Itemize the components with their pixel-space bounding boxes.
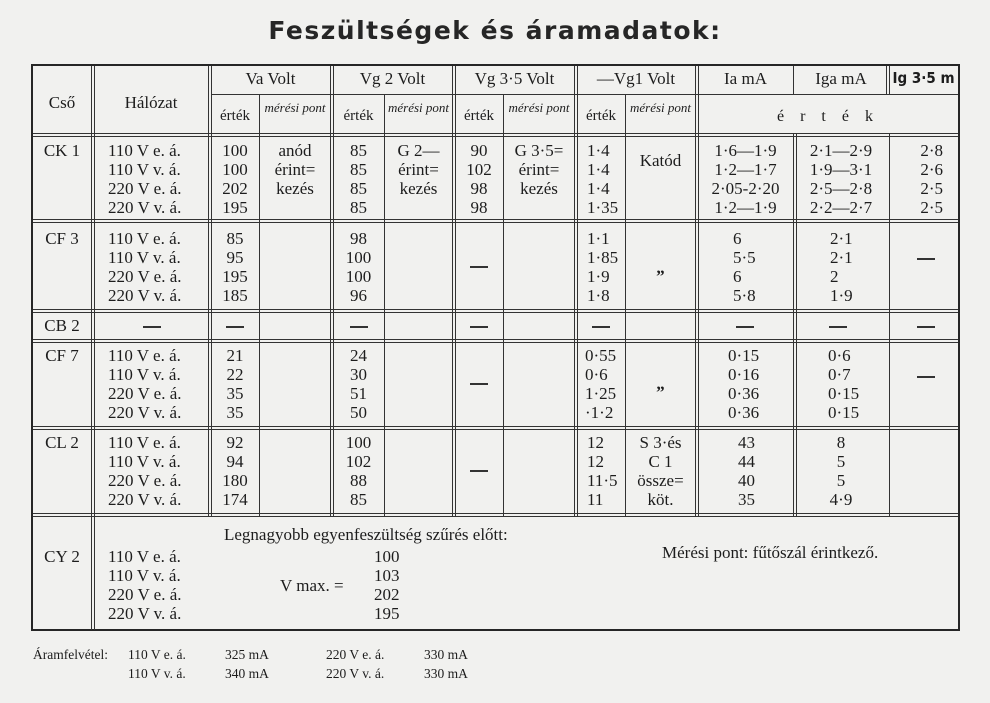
va-values xyxy=(211,346,259,422)
iga-values xyxy=(830,229,853,305)
value-cell: 1·9 xyxy=(587,267,610,286)
value-cell: 85 xyxy=(350,490,367,509)
subheader-ertek: é r t é k xyxy=(777,108,879,125)
header-ig35: Ig 3·5 m xyxy=(892,69,955,87)
footer-current: 325 mA xyxy=(225,647,269,662)
value-cell: 2·2—2·7 xyxy=(809,198,873,217)
value-cell: 1·9—3·1 xyxy=(809,160,873,179)
value-cell: 44 xyxy=(738,452,755,471)
value-cell: 2·5 xyxy=(920,198,943,217)
value-cell: 0·7 xyxy=(828,365,851,384)
value-cell: 98 xyxy=(470,179,488,198)
pont-cell: kezés xyxy=(276,179,314,198)
network-cell: 110 V v. á. xyxy=(108,566,181,585)
value-cell: 85 xyxy=(350,160,367,179)
value-cell: 22 xyxy=(226,365,244,384)
subheader-vg1-meresi: mérési pont xyxy=(629,100,692,115)
subheader-vg2-meresi: mérési pont xyxy=(387,100,450,115)
value-cell: 88 xyxy=(350,471,367,490)
pont-cell: kezés xyxy=(520,179,558,198)
header-ia: Ia mA xyxy=(724,69,767,88)
network-cell: 110 V e. á. xyxy=(108,229,181,248)
tube-name: CK 1 xyxy=(43,141,81,160)
dash-mark xyxy=(829,326,847,328)
value-cell: 195 xyxy=(374,604,400,623)
value-cell: 2·5 xyxy=(920,179,943,198)
footer-label: Áramfelvétel: xyxy=(33,647,108,662)
pont-cell: érint= xyxy=(518,160,560,179)
value-cell: 24 xyxy=(350,346,367,365)
value-cell: 1·25 xyxy=(585,384,617,403)
value-cell: 100 xyxy=(345,267,372,286)
value-cell: 2·05-2·20 xyxy=(711,179,780,198)
network-cell: 110 V v. á. xyxy=(108,452,181,471)
value-cell: 98 xyxy=(470,198,488,217)
value-cell: 195 xyxy=(222,198,248,217)
value-cell: 11 xyxy=(587,490,604,509)
value-cell: 8 xyxy=(836,433,846,452)
network-cell: 220 V e. á. xyxy=(108,384,182,403)
value-cell: 180 xyxy=(222,471,248,490)
footer-current: 340 mA xyxy=(225,666,269,681)
network-list xyxy=(108,141,182,217)
tube-name: CY 2 xyxy=(44,547,80,566)
value-cell: 35 xyxy=(226,403,244,422)
vg2-values xyxy=(333,229,384,305)
dash-mark xyxy=(470,470,488,472)
value-cell: 5·5 xyxy=(733,248,756,267)
value-cell: 85 xyxy=(226,229,244,248)
network-cell: 220 V v. á. xyxy=(108,490,182,509)
value-cell: 202 xyxy=(222,179,248,198)
dash-mark xyxy=(736,326,754,328)
value-cell: 185 xyxy=(222,286,248,305)
header-iga: Iga mA xyxy=(815,69,867,88)
value-cell: 0·15 xyxy=(828,403,860,422)
ia-values xyxy=(738,433,755,509)
vg35-pont xyxy=(504,141,574,198)
value-cell: 2·1 xyxy=(830,229,853,248)
value-cell: 1·85 xyxy=(587,248,619,267)
value-cell: 0·36 xyxy=(728,403,760,422)
value-cell: 98 xyxy=(350,229,367,248)
value-cell: 100 xyxy=(345,248,372,267)
network-list xyxy=(108,433,182,509)
value-cell: 174 xyxy=(222,490,248,509)
value-cell: 1·2—1·7 xyxy=(714,160,777,179)
va-values xyxy=(211,141,259,217)
subheader-va-meresi: mérési pont xyxy=(264,100,326,115)
pont-cell: kezés xyxy=(399,179,438,198)
network-cell: 220 V e. á. xyxy=(108,267,182,286)
value-cell: 96 xyxy=(350,286,367,305)
footer-net: 220 V e. á. xyxy=(326,647,385,662)
vg1-pont xyxy=(626,433,695,509)
value-cell: 94 xyxy=(226,452,244,471)
vmax-label: V max. = xyxy=(280,576,344,595)
footer-net: 220 V v. á. xyxy=(326,666,385,681)
vg1-pont: „ xyxy=(656,374,665,393)
network-cell: 220 V v. á. xyxy=(108,198,182,217)
network-list xyxy=(108,346,182,422)
subheader-vg35-meresi: mérési pont xyxy=(508,100,570,115)
value-cell: 2 xyxy=(830,267,839,286)
network-list xyxy=(108,229,182,305)
pont-cell: G 3·5= xyxy=(514,141,564,160)
va-pont xyxy=(260,141,330,198)
value-cell: 12 xyxy=(587,452,604,471)
pont-cell: S 3·és xyxy=(639,433,682,452)
value-cell: 50 xyxy=(350,403,367,422)
header-halozat: Hálózat xyxy=(124,93,178,112)
value-cell: 0·55 xyxy=(585,346,617,365)
footer-current: 330 mA xyxy=(424,647,468,662)
header-vg1: —Vg1 Volt xyxy=(596,69,676,88)
value-cell: 35 xyxy=(226,384,244,403)
network-cell: 110 V e. á. xyxy=(108,141,181,160)
dash-mark xyxy=(470,383,488,385)
network-list xyxy=(108,547,182,623)
value-cell: 195 xyxy=(222,267,248,286)
value-cell: 6 xyxy=(733,267,742,286)
ia-values xyxy=(728,346,759,422)
value-cell: 1·9 xyxy=(830,286,853,305)
value-cell: 5·8 xyxy=(733,286,756,305)
value-cell: 21 xyxy=(226,346,244,365)
value-cell: 102 xyxy=(345,452,372,471)
network-cell: 220 V v. á. xyxy=(108,604,182,623)
dash-mark xyxy=(917,376,935,378)
page-title: Feszültségek és áramadatok: xyxy=(268,16,722,45)
pont-cell: össze= xyxy=(637,471,684,490)
network-cell: 220 V e. á. xyxy=(108,585,182,604)
value-cell: 4·9 xyxy=(829,490,853,509)
max-voltage-note: Legnagyobb egyenfeszültség szűrés előtt: xyxy=(224,525,508,544)
header-cso: Cső xyxy=(48,93,76,112)
vg1-pont: Katód xyxy=(639,151,682,170)
vg1-pont: „ xyxy=(656,258,665,277)
tube-name: CF 3 xyxy=(45,229,79,248)
value-cell: ·1·2 xyxy=(585,403,614,422)
vg2-values xyxy=(333,346,384,422)
va-values xyxy=(211,433,259,509)
value-cell: 202 xyxy=(374,585,400,604)
footer-net: 110 V v. á. xyxy=(128,666,186,681)
network-cell: 220 V v. á. xyxy=(108,403,182,422)
dash-mark xyxy=(350,326,368,328)
value-cell: 100 xyxy=(374,547,400,566)
header-vg35: Vg 3·5 Volt xyxy=(474,69,555,88)
value-cell: 92 xyxy=(226,433,244,452)
dash-mark xyxy=(470,266,488,268)
pont-cell: köt. xyxy=(647,490,674,509)
value-cell: 100 xyxy=(222,160,248,179)
vg2-pont xyxy=(385,141,452,198)
dash-mark xyxy=(917,258,935,260)
pont-cell: érint= xyxy=(274,160,316,179)
value-cell: 0·15 xyxy=(728,346,760,365)
dash-mark xyxy=(470,326,488,328)
network-cell: 110 V v. á. xyxy=(108,365,181,384)
value-cell: 100 xyxy=(222,141,248,160)
network-cell: 110 V e. á. xyxy=(108,433,181,452)
value-cell: 1·6—1·9 xyxy=(714,141,777,160)
dash-mark xyxy=(143,326,161,328)
value-cell: 85 xyxy=(350,179,367,198)
value-cell: 102 xyxy=(466,160,492,179)
value-cell: 1·1 xyxy=(587,229,610,248)
value-cell: 2·1 xyxy=(830,248,853,267)
value-cell: 0·16 xyxy=(728,365,760,384)
value-cell: 100 xyxy=(345,433,372,452)
network-cell: 220 V v. á. xyxy=(108,286,182,305)
vg1-values xyxy=(587,433,618,509)
value-cell: 85 xyxy=(350,198,367,217)
value-cell: 5 xyxy=(836,452,846,471)
iga-values xyxy=(828,346,859,422)
vg1-values xyxy=(587,229,618,305)
pont-cell: anód xyxy=(278,141,312,160)
value-cell: 0·15 xyxy=(828,384,860,403)
network-cell: 110 V v. á. xyxy=(108,160,181,179)
value-cell: 2·6 xyxy=(920,160,943,179)
pont-cell: érint= xyxy=(398,160,439,179)
pont-cell: G 2— xyxy=(397,141,440,160)
dash-mark xyxy=(917,326,935,328)
header-va: Va Volt xyxy=(245,69,296,88)
tube-name: CB 2 xyxy=(44,316,80,335)
value-cell: 12 xyxy=(587,433,604,452)
vg2-values xyxy=(333,433,384,509)
tube-name: CF 7 xyxy=(45,346,79,365)
footer-net: 110 V e. á. xyxy=(128,647,186,662)
network-cell: 110 V v. á. xyxy=(108,248,181,267)
header-vg2: Vg 2 Volt xyxy=(359,69,426,88)
value-cell: 0·6 xyxy=(828,346,851,365)
value-cell: 0·6 xyxy=(585,365,608,384)
value-cell: 43 xyxy=(738,433,755,452)
value-cell: 1·8 xyxy=(587,286,610,305)
meresi-note: Mérési pont: fűtőszál érintkező. xyxy=(662,543,879,562)
network-cell: 220 V e. á. xyxy=(108,179,182,198)
network-cell: 220 V e. á. xyxy=(108,471,182,490)
value-cell: 30 xyxy=(350,365,367,384)
value-cell: 40 xyxy=(738,471,755,490)
value-cell: 2·1—2·9 xyxy=(809,141,873,160)
value-cell: 1·35 xyxy=(587,198,619,217)
vg35-values xyxy=(455,141,503,217)
iga-values xyxy=(796,433,886,509)
vg2-values xyxy=(333,141,384,217)
network-cell: 110 V e. á. xyxy=(108,346,181,365)
subheader-vg2-ertek: érték xyxy=(343,108,374,124)
value-cell: 1·4 xyxy=(587,179,610,198)
subheader-vg1-ertek: érték xyxy=(586,108,616,124)
dash-mark xyxy=(592,326,610,328)
value-cell: 51 xyxy=(350,384,367,403)
footer-current: 330 mA xyxy=(424,666,468,681)
value-cell: 85 xyxy=(350,141,367,160)
subheader-va-ertek: érték xyxy=(220,108,250,124)
value-cell: 2·5—2·8 xyxy=(809,179,873,198)
vg1-values xyxy=(587,141,618,217)
value-cell: 90 xyxy=(470,141,488,160)
value-cell: 95 xyxy=(226,248,244,267)
subheader-vg35-ertek: érték xyxy=(464,108,494,124)
value-cell: 103 xyxy=(374,566,400,585)
pont-cell: C 1 xyxy=(648,452,673,471)
iga-values xyxy=(796,141,886,217)
value-cell: 5 xyxy=(836,471,846,490)
value-cell: 1·4 xyxy=(587,141,610,160)
ia-values xyxy=(698,141,793,217)
ig35-values xyxy=(889,141,943,217)
value-cell: 1·4 xyxy=(587,160,610,179)
value-cell: 2·8 xyxy=(920,141,943,160)
value-cell: 11·5 xyxy=(587,471,618,490)
vg1-values xyxy=(585,346,616,422)
va-values xyxy=(211,229,259,305)
value-cell: 1·2—1·9 xyxy=(714,198,777,217)
value-cell: 0·36 xyxy=(728,384,760,403)
ia-values xyxy=(733,229,756,305)
network-cell: 110 V e. á. xyxy=(108,547,181,566)
value-cell: 6 xyxy=(733,229,742,248)
dash-mark xyxy=(226,326,244,328)
tube-name: CL 2 xyxy=(45,433,79,452)
value-cell: 35 xyxy=(738,490,755,509)
vmax-values xyxy=(374,547,400,623)
